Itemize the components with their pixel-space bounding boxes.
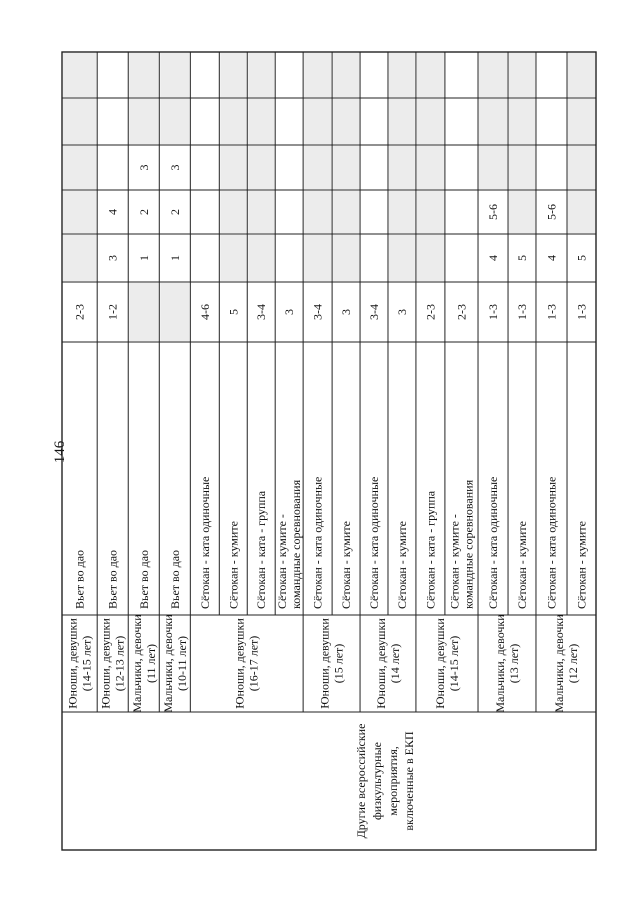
age-group-label: Мальчики, девочки [129, 614, 144, 713]
place-value: 2-3 [423, 304, 438, 320]
discipline-label: Сётокан - ката - группа [254, 490, 269, 609]
shaded-cell [63, 191, 96, 233]
age-group-label: Юноши, девушки [373, 618, 388, 709]
age-group-label: Мальчики, девочки [160, 614, 175, 713]
shaded-cell [417, 235, 444, 281]
discipline-label: Вьет во дао [105, 549, 120, 609]
shaded-cell [248, 99, 274, 144]
shaded-cell [220, 146, 246, 189]
shaded-cell [333, 146, 359, 189]
group-label-line: включенные в ЕКП [402, 731, 417, 831]
place-value: 5 [515, 255, 530, 261]
shaded-cell [129, 99, 158, 144]
shaded-cell [63, 235, 96, 281]
place-value: 3 [105, 255, 120, 261]
results-table [62, 52, 596, 850]
place-value: 1-3 [515, 304, 530, 320]
age-group-label: Юноши, девушки [65, 618, 80, 709]
shaded-cell [568, 191, 595, 233]
age-group-label: (12-13 лет) [112, 635, 127, 692]
discipline-label: Сётокан - кумите [226, 521, 241, 609]
group-label-line: мероприятия, [386, 746, 401, 816]
place-value: 4 [544, 255, 559, 261]
place-value: 1-2 [105, 304, 120, 320]
discipline-label: Вьет во дао [136, 549, 151, 609]
place-value: 1-3 [544, 304, 559, 320]
shaded-cell [129, 283, 158, 341]
place-value: 5-6 [544, 204, 559, 220]
shaded-cell [160, 99, 189, 144]
age-group-label: (14 лет) [387, 643, 402, 684]
shaded-cell [568, 146, 595, 189]
age-group-label: (10-11 лет) [174, 635, 189, 692]
age-group-label: (16-17 лет) [246, 635, 261, 692]
shaded-cell [333, 235, 359, 281]
shaded-cell [304, 99, 331, 144]
discipline-label: Сётокан - ката одиночные [486, 476, 501, 609]
discipline-label: Сётокан - ката одиночные [310, 476, 325, 609]
place-value: 1-3 [574, 304, 589, 320]
shaded-cell [389, 99, 415, 144]
shaded-cell [333, 191, 359, 233]
discipline-label: Сётокан - ката - группа [423, 490, 438, 609]
group-label-line: физкультурные [370, 742, 385, 820]
age-group-label: Юноши, девушки [317, 618, 332, 709]
age-group-label: (13 лет) [507, 643, 521, 684]
shaded-cell [509, 146, 535, 189]
shaded-cell [479, 146, 507, 189]
place-value: 3 [339, 309, 354, 315]
shaded-cell [160, 53, 189, 97]
place-value: 1-3 [486, 304, 501, 320]
discipline-label: Сётокан - кумите [394, 521, 409, 609]
shaded-cell [304, 191, 331, 233]
discipline-label: Вьет во дао [167, 549, 182, 609]
discipline-label: Сётокан - кумите [574, 521, 589, 609]
shaded-cell [248, 53, 274, 97]
shaded-cell [417, 99, 444, 144]
shaded-cell [389, 235, 415, 281]
place-value: 4 [105, 209, 120, 215]
discipline-label: командные соревнования [289, 479, 304, 609]
shaded-cell [63, 99, 96, 144]
place-value: 1 [167, 255, 182, 261]
shaded-cell [333, 99, 359, 144]
discipline-label: Сётокан - кумите - [447, 514, 462, 609]
shaded-cell [248, 146, 274, 189]
shaded-cell [417, 53, 444, 97]
place-value: 3 [282, 309, 297, 315]
shaded-cell [568, 53, 595, 97]
discipline-label: Вьет во дао [72, 549, 87, 609]
shaded-cell [509, 191, 535, 233]
shaded-cell [479, 53, 507, 97]
shaded-cell [509, 53, 535, 97]
discipline-label: Сётокан - кумите [515, 521, 530, 609]
shaded-cell [304, 53, 331, 97]
group-label-line: Другие всероссийские [354, 723, 369, 839]
place-value: 3 [136, 164, 151, 171]
shaded-cell [479, 99, 507, 144]
age-group-label: (14-15 лет) [446, 635, 461, 692]
shaded-cell [389, 191, 415, 233]
shaded-cell [248, 235, 274, 281]
shaded-cell [333, 53, 359, 97]
place-value: 3-4 [367, 304, 382, 320]
page-number: 146 [52, 440, 68, 464]
shaded-cell [220, 191, 246, 233]
shaded-cell [63, 146, 96, 189]
discipline-label: Сётокан - ката одиночные [367, 476, 382, 609]
place-value: 3 [167, 164, 182, 171]
age-group-label: (14-15 лет) [79, 635, 94, 692]
shaded-cell [304, 235, 331, 281]
discipline-label: Сётокан - ката одиночные [544, 476, 559, 609]
shaded-cell [304, 146, 331, 189]
discipline-label: Сётокан - ката одиночные [197, 476, 212, 609]
place-value: 2 [136, 209, 151, 215]
place-value: 3-4 [254, 304, 269, 320]
discipline-label: Сётокан - кумите [339, 521, 354, 609]
place-value: 5 [574, 255, 589, 261]
place-value: 2-3 [72, 304, 87, 320]
place-value: 3 [394, 309, 409, 315]
place-value: 1 [136, 255, 151, 261]
place-value: 4 [486, 255, 501, 261]
age-group-label: Юноши, девушки [98, 618, 113, 709]
age-group-label: (15 лет) [331, 643, 346, 684]
discipline-label: командные соревнования [461, 479, 476, 609]
shaded-cell [568, 99, 595, 144]
shaded-cell [389, 53, 415, 97]
place-value: 2-3 [454, 304, 469, 320]
shaded-cell [220, 99, 246, 144]
shaded-cell [129, 53, 158, 97]
shaded-cell [160, 283, 189, 341]
place-value: 4-6 [197, 304, 212, 320]
age-group-label: Юноши, девушки [432, 618, 447, 709]
shaded-cell [248, 191, 274, 233]
place-value: 2 [167, 209, 182, 215]
shaded-cell [63, 53, 96, 97]
age-group-label: Мальчики, девочки [493, 614, 507, 713]
discipline-label: Сётокан - кумите - [275, 514, 290, 609]
place-value: 3-4 [310, 304, 325, 320]
shaded-cell [389, 146, 415, 189]
age-group-label: (12 лет) [565, 643, 580, 684]
age-group-label: Юноши, девушки [232, 618, 247, 709]
shaded-cell [220, 53, 246, 97]
place-value: 5 [226, 309, 241, 315]
shaded-cell [220, 235, 246, 281]
shaded-cell [417, 191, 444, 233]
shaded-cell [509, 99, 535, 144]
age-group-label: (11 лет) [143, 643, 158, 684]
age-group-label: Мальчики, девочки [551, 614, 566, 713]
shaded-cell [417, 146, 444, 189]
place-value: 5-6 [486, 204, 501, 220]
